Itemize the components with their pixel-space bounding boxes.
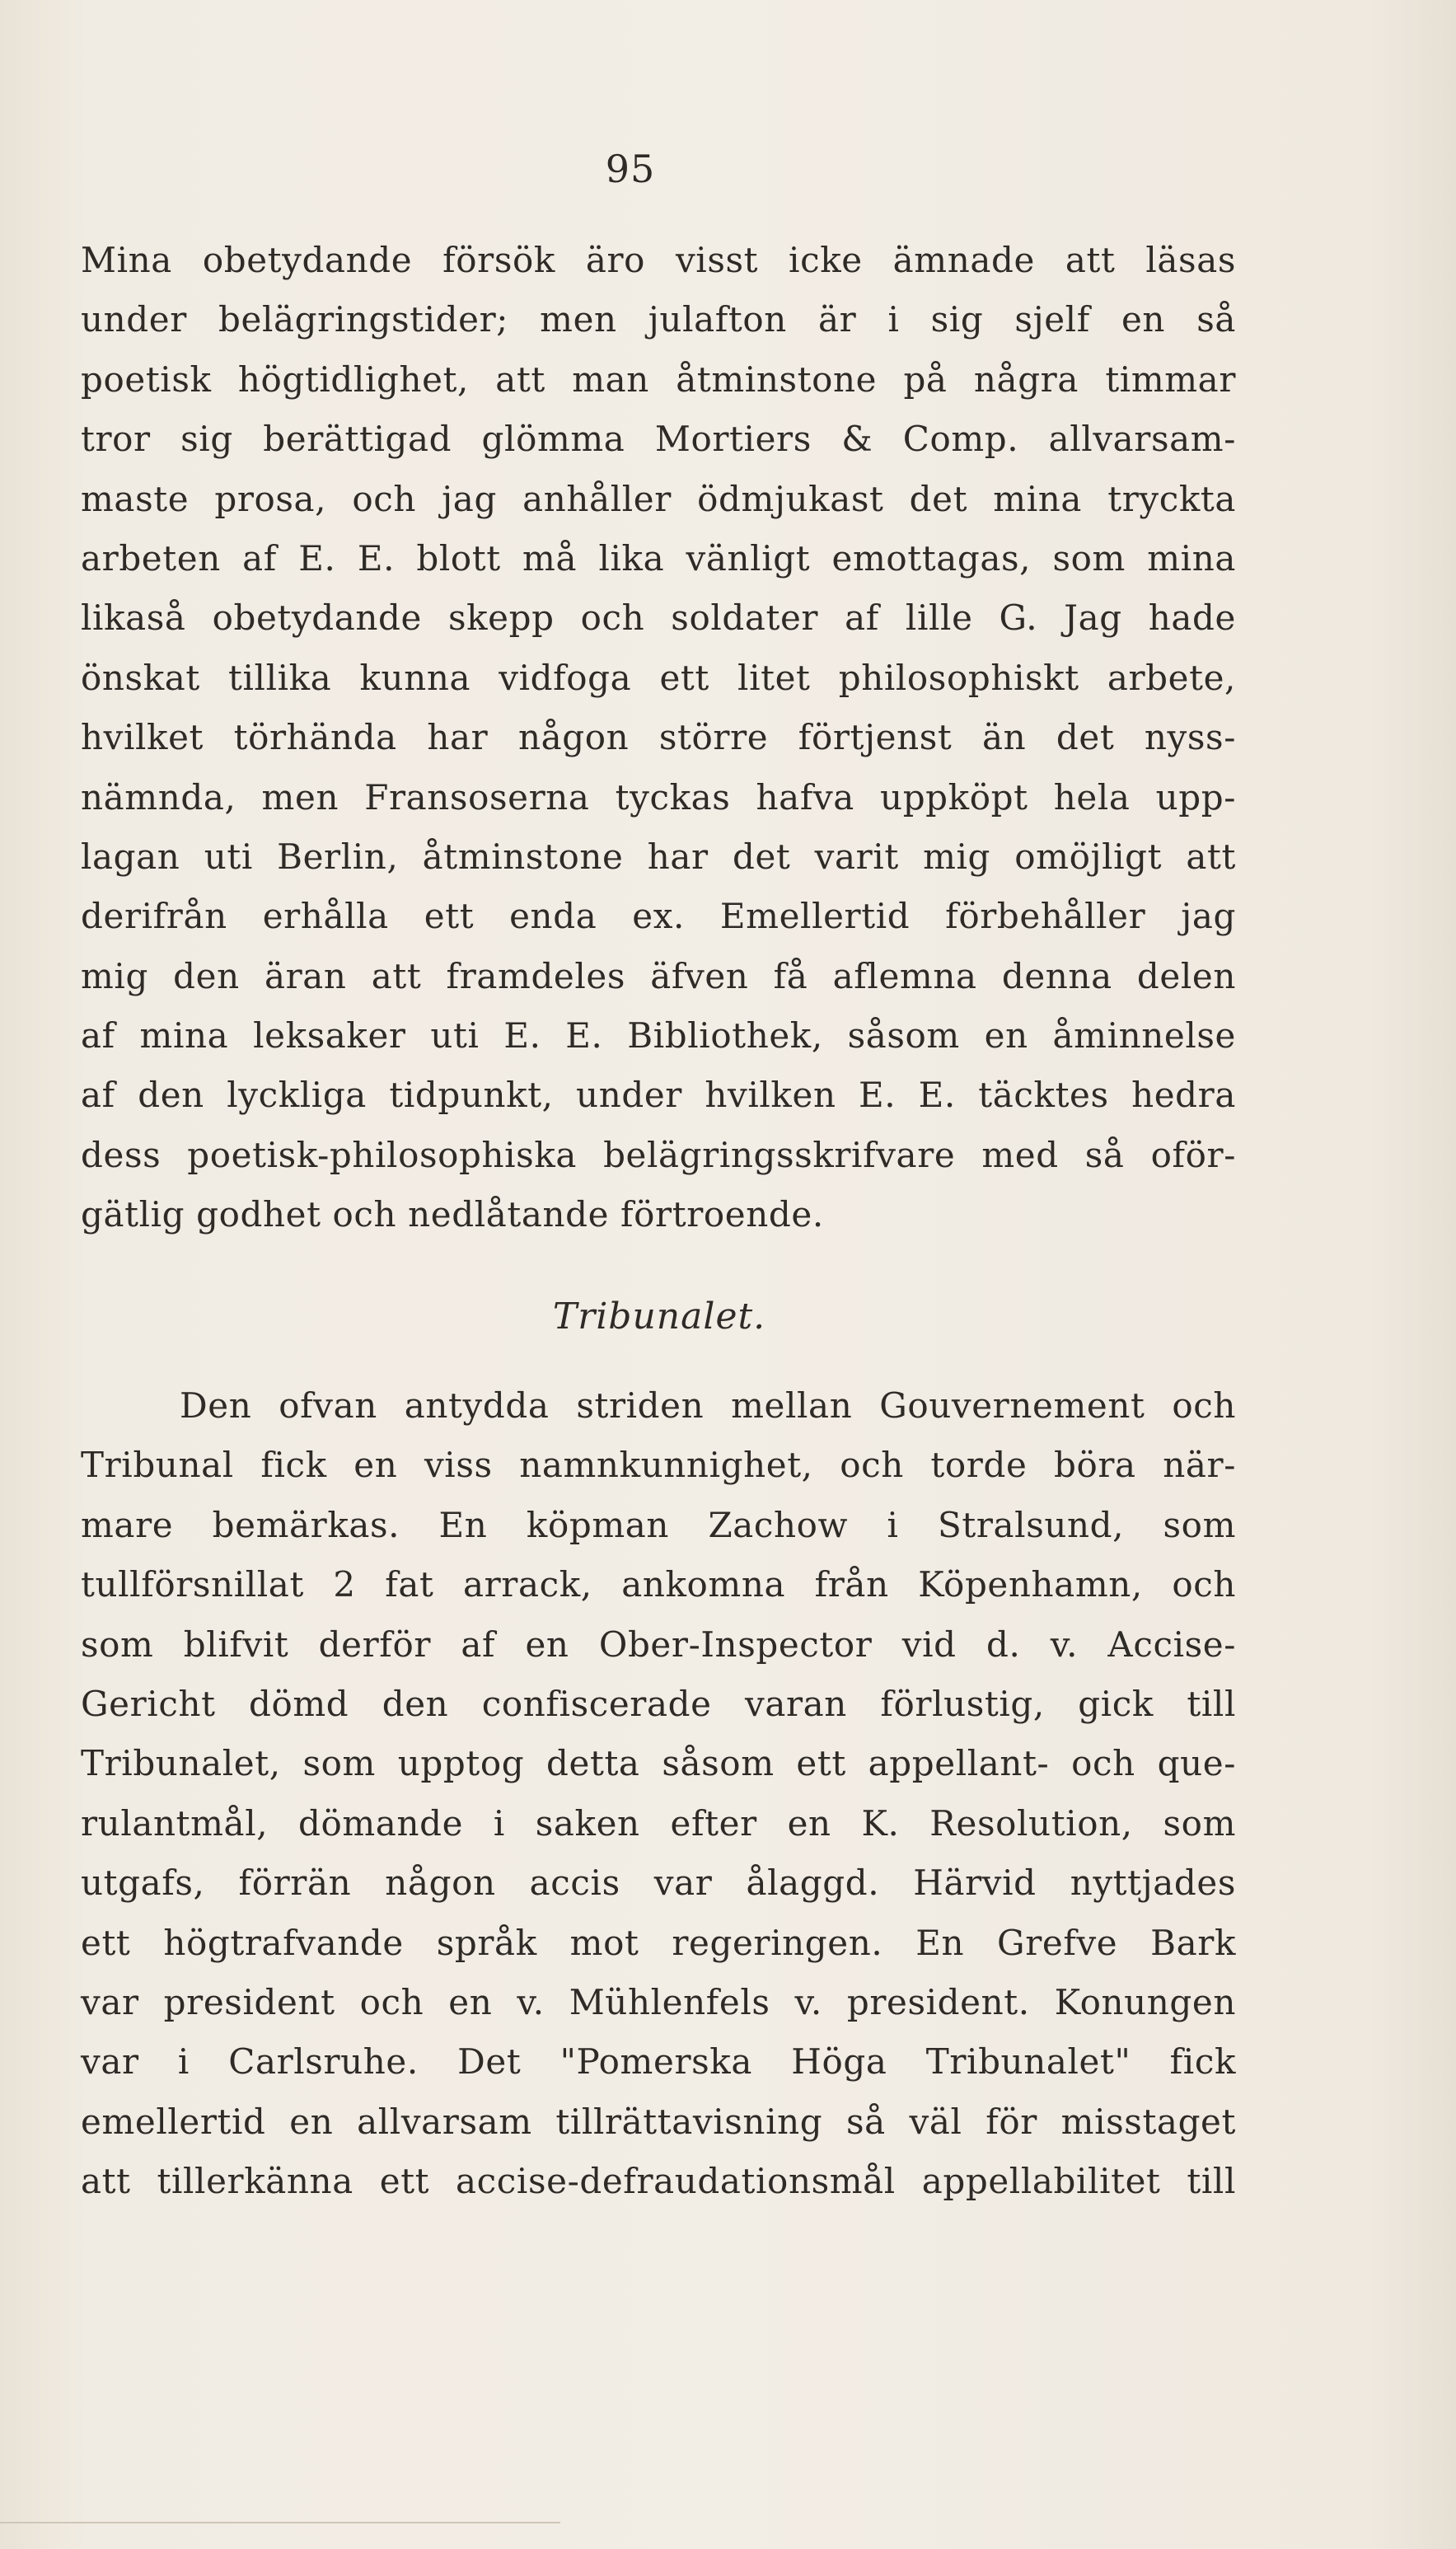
text-line: nämnda, men Fransoserna tyckas hafva uppköpt hela upp- <box>81 776 1236 818</box>
text-line: var president och en v. Mühlenfels v. president. Konungen <box>81 1981 1236 2022</box>
text-line: derifrån erhålla ett enda ex. Emellertid förbehåller jag <box>81 896 1236 937</box>
text-line: dess poetisk-philosophiska belägringsskrifvare med så oför- <box>81 1134 1236 1175</box>
text-line: af den lyckliga tidpunkt, under hvilken E. E. täcktes hedra <box>81 1075 1236 1116</box>
text-line: likaså obetydande skepp och soldater af lille G. Jag hade <box>81 597 1236 639</box>
text-line: lagan uti Berlin, åtminstone har det varit mig omöjligt att <box>81 836 1236 877</box>
text-line: Den ofvan antydda striden mellan Gouvernement och <box>180 1385 1236 1426</box>
text-line: maste prosa, och jag anhåller ödmjukast det mina tryckta <box>81 478 1236 519</box>
text-line: tror sig berättigad glömma Mortiers & Comp. allvarsam- <box>81 419 1236 460</box>
text-line: af mina leksaker uti E. E. Bibliothek, såsom en åminnelse <box>81 1015 1236 1057</box>
text-line: Gericht dömd den confiscerade varan förlustig, gick till <box>81 1683 1236 1724</box>
section-heading: Tribunalet. <box>552 1296 766 1338</box>
text-line: som blifvit derför af en Ober-Inspector vid d. v. Accise- <box>81 1624 1236 1665</box>
text-line: Tribunal fick en viss namnkunnighet, och torde böra när- <box>81 1445 1236 1486</box>
text-line: under belägringstider; men julafton är i sig sjelf en så <box>81 299 1236 340</box>
paragraph-letter <box>81 231 1236 1245</box>
text-line: att tillerkänna ett accise-defraudationsmål appellabilitet till <box>81 2161 1236 2202</box>
text-line: tullförsnillat 2 fat arrack, ankomna från Köpenhamn, och <box>81 1564 1236 1605</box>
text-line: rulantmål, dömande i saken efter en K. Resolution, som <box>81 1802 1236 1844</box>
text-line: arbeten af E. E. blott må lika vänligt emottagas, som mina <box>81 537 1236 579</box>
text-line: ett högtrafvande språk mot regeringen. En Grefve Bark <box>81 1922 1236 1963</box>
bottom-edge-rule <box>0 2522 560 2523</box>
text-line: Mina obetydande försök äro visst icke ämnade att läsas <box>81 240 1236 280</box>
text-line: utgafs, förrän någon accis var ålaggd. Härvid nyttjades <box>81 1863 1236 1904</box>
text-line: hvilket törhända har någon större förtjenst än det nyss- <box>81 717 1236 758</box>
text-line: önskat tillika kunna vidfoga ett litet philosophiskt arbete, <box>81 657 1236 698</box>
text-line: Tribunalet, som upptog detta såsom ett appellant- och que- <box>81 1743 1236 1784</box>
text-line: poetisk högtidlighet, att man åtminstone på några timmar <box>81 358 1236 400</box>
text-line: mig den äran att framdeles äfven få aflemna denna delen <box>81 955 1236 996</box>
text-line: gätlig godhet och nedlåtande förtroende. <box>81 1194 824 1235</box>
text-line: emellertid en allvarsam tillrättavisning så väl för misstaget <box>81 2101 1236 2142</box>
page-number: 95 <box>605 147 656 191</box>
text-line: mare bemärkas. En köpman Zachow i Stralsund, som <box>81 1504 1236 1545</box>
paragraph-tribunal <box>81 1376 1236 2211</box>
text-line: var i Carlsruhe. Det "Pomerska Höga Tribunalet" fick <box>81 2041 1236 2083</box>
